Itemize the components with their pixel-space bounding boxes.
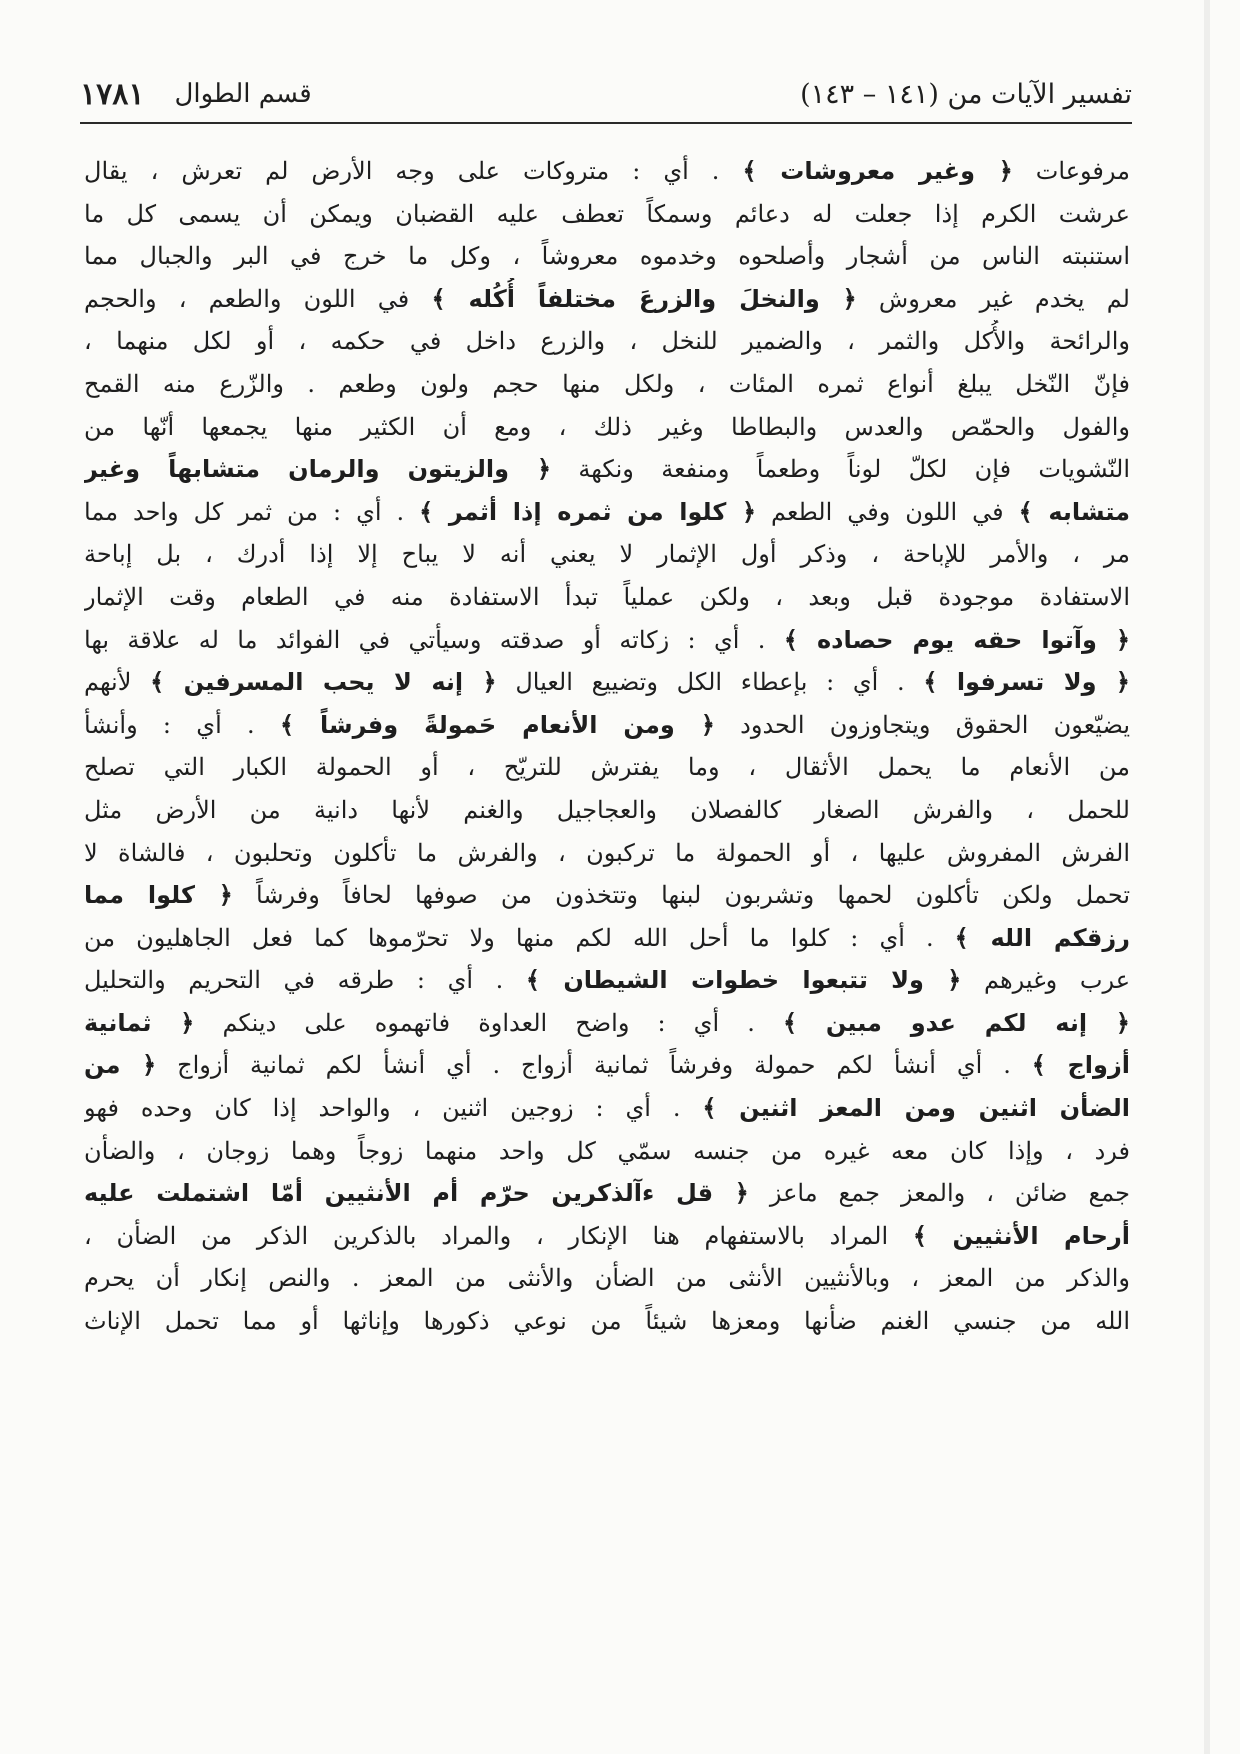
text-line [84,917,1130,960]
text-line [84,448,1130,491]
commentary-text: مرفوعات [1012,157,1130,185]
commentary-text: مر ، والأمر للإباحة ، وذكر أول الإثمار لا يعني أنه لا يباح إلا إذا أدرك ، بل إباحة [84,540,1130,569]
commentary-text: النّشويات فإن لكلّ لوناً وطعماً ومنفعة ونكهة [551,455,1130,484]
text-line [84,406,1130,449]
quran-quote: ﴿ ولا تتبعوا خطوات الشيطان ﴾ [525,966,962,995]
text-line [84,619,1130,662]
commentary-text: . أي : واضح العداوة فاتهموه على دينكم [194,1008,783,1037]
commentary-text: لم يخدم غير معروش [856,284,1130,313]
text-line [84,235,1130,278]
commentary-text: . أي : بإعطاء الكل وتضييع العيال [496,668,924,697]
text-line [84,1257,1130,1300]
commentary-text: استنبته الناس من أشجار وأصلحوه وخدموه معروشاً ، وكل ما خرج في البر والجبال مما [84,242,1130,271]
commentary-text: . أي : وأنشأ [84,710,280,739]
text-line [84,150,1130,193]
text-line [84,832,1130,875]
quran-quote: متشابه ﴾ [1018,497,1130,526]
commentary-text: الاستفادة موجودة قبل وبعد ، ولكن عملياً تبدأ الاستفادة منه في الطعام وقت الإثمار [84,582,1130,611]
quran-quote: ﴿ ومن الأنعام حَمولةً وفرشاً ﴾ [279,710,715,739]
commentary-text: . أي : زكاته أو صدقته وسيأتي في الفوائد ما له علاقة بها [84,625,784,654]
commentary-text: . أي : من ثمر كل واحد مما [84,497,420,526]
quran-quote: ﴿ ولا تسرفوا ﴾ [923,668,1130,697]
commentary-text: جمع ضائن ، والمعز جمع ماعز [748,1179,1130,1208]
commentary-text: . أي أنشأ لكم حمولة وفرشاً ثمانية أزواج . أي أنشأ لكم ثمانية أزواج [156,1051,1032,1080]
text-line [84,1002,1130,1045]
quran-quote: رزقكم الله ﴾ [954,923,1130,952]
running-header [80,72,1132,116]
text-line [84,959,1130,1002]
quran-quote: ﴿ ثمانية [84,1008,195,1037]
commentary-text: يضيّعون الحقوق ويتجاوزون الحدود [714,710,1130,739]
commentary-text: المراد بالاستفهام هنا الإنكار ، والمراد بالذكرين الذكر من الضأن ، [84,1221,913,1250]
commentary-text: لأنهم [84,668,151,697]
quran-quote: ﴿ والزيتون والرمان متشابهاً وغير [84,455,552,484]
text-line [84,576,1130,619]
commentary-text: عرشت الكرم إذا جعلت له دعائم وسمكاً تعطف عليه القضبان ويمكن أن يسمى كل ما [84,199,1130,228]
quran-quote: ﴿ إنه لكم عدو مبين ﴾ [782,1008,1130,1037]
text-line [84,1300,1130,1343]
commentary-text: . أي : كلوا ما أحل الله لكم منها ولا تحرّموها كما فعل الجاهليون من [84,923,955,952]
text-line [84,661,1130,704]
quran-quote: الضأن اثنين ومن المعز اثنين ﴾ [702,1094,1130,1123]
commentary-text: للحمل ، والفرش الصغار كالفصلان والعجاجيل والغنم لأنها دانية من الأرض مثل [84,795,1130,824]
text-line [84,1172,1130,1215]
commentary-text: الفرش المفروش عليها ، أو الحمولة ما تركبون ، والفرش ما تأكلون وتحلبون ، فالشاة لا [84,838,1130,867]
commentary-text: والذكر من المعز ، وبالأنثيين الأنثى من الضأن والأنثى من المعز . والنص إنكار أن يحرم [84,1264,1130,1293]
text-line [84,193,1130,236]
commentary-text: والفول والحمّص والعدس والبطاطا وغير ذلك ، ومع أن الكثير منها يجمعها أنّها من [84,412,1130,441]
text-line [84,1130,1130,1173]
commentary-text: . أي : طرقه في التحريم والتحليل [84,966,526,995]
commentary-text: من الأنعام ما يحمل الأثقال ، وما يفترش للتريّح ، أو الحمولة الكبار التي تصلح [84,753,1130,782]
text-line [84,533,1130,576]
quran-quote: ﴿ كلوا مما [84,881,233,910]
quran-quote: ﴿ قل ءآلذكرين حرّم أم الأنثيين أمّا اشتملت عليه [84,1179,749,1208]
quran-quote: ﴿ وغير معروشات ﴾ [742,157,1013,185]
commentary-text: عرب وغيرهم [961,966,1130,995]
text-line [84,320,1130,363]
quran-quote: ﴿ والنخلَ والزرعَ مختلفاً أُكُله ﴾ [431,284,857,313]
text-line [84,491,1130,534]
commentary-text: والرائحة والأُكل والثمر ، والضمير للنخل ، والزرع داخل في حكمه ، أو لكل منهما ، [84,327,1130,356]
commentary-text: تحمل ولكن تأكلون لحمها وتشربون لبنها وتتخذون من صوفها لحافاً وفرشاً [232,881,1130,910]
text-line [84,746,1130,789]
running-title: تفسير الآيات من (١٤١ – ١٤٣) [800,78,1132,110]
commentary-text: الله من جنسي الغنم ضأنها ومعزها شيئاً من نوعي ذكورها وإناثها أو مما تحمل الإناث [84,1307,1130,1336]
page-edge [1204,0,1210,1754]
quran-quote: ﴿ كلوا من ثمره إذا أثمر ﴾ [419,497,757,526]
text-line [84,278,1130,321]
page-number: ١٧٨١ [80,76,145,112]
quran-quote: أزواج ﴾ [1031,1051,1130,1080]
text-line [84,874,1130,917]
header-meta [80,77,312,112]
commentary-text: فرد ، وإذا كان معه غيره من جنسه سمّي كل واحد منهما زوجاً وهما زوجان ، والضأن [84,1136,1130,1165]
commentary-text: . أي : زوجين اثنين ، والواحد إذا كان وحده فهو [84,1094,703,1123]
text-line [84,704,1130,747]
quran-quote: ﴿ إنه لا يحب المسرفين ﴾ [150,668,497,697]
text-line [84,363,1130,406]
text-line [84,1215,1130,1258]
quran-quote: ﴿ وآتوا حقه يوم حصاده ﴾ [783,625,1130,654]
commentary-text: في اللون وفي الطعم [756,497,1019,526]
commentary-text: فإنّ النّخل يبلغ أنواع ثمره المئات ، ولكل منها حجم ولون وطعم . والزّرع منه القمح [84,369,1130,398]
text-line [84,1044,1130,1087]
commentary-text: . أي : متروكات على وجه الأرض لم تعرش ، يقال [84,157,743,185]
body-text [84,150,1130,1343]
section-name: قسم الطوال [174,79,312,109]
quran-quote: ﴿ من [84,1051,157,1080]
text-line [84,789,1130,832]
quran-quote: أرحام الأنثيين ﴾ [912,1221,1130,1250]
commentary-text: في اللون والطعم ، والحجم [84,284,432,313]
text-line [84,1087,1130,1130]
header-rule [80,122,1132,124]
